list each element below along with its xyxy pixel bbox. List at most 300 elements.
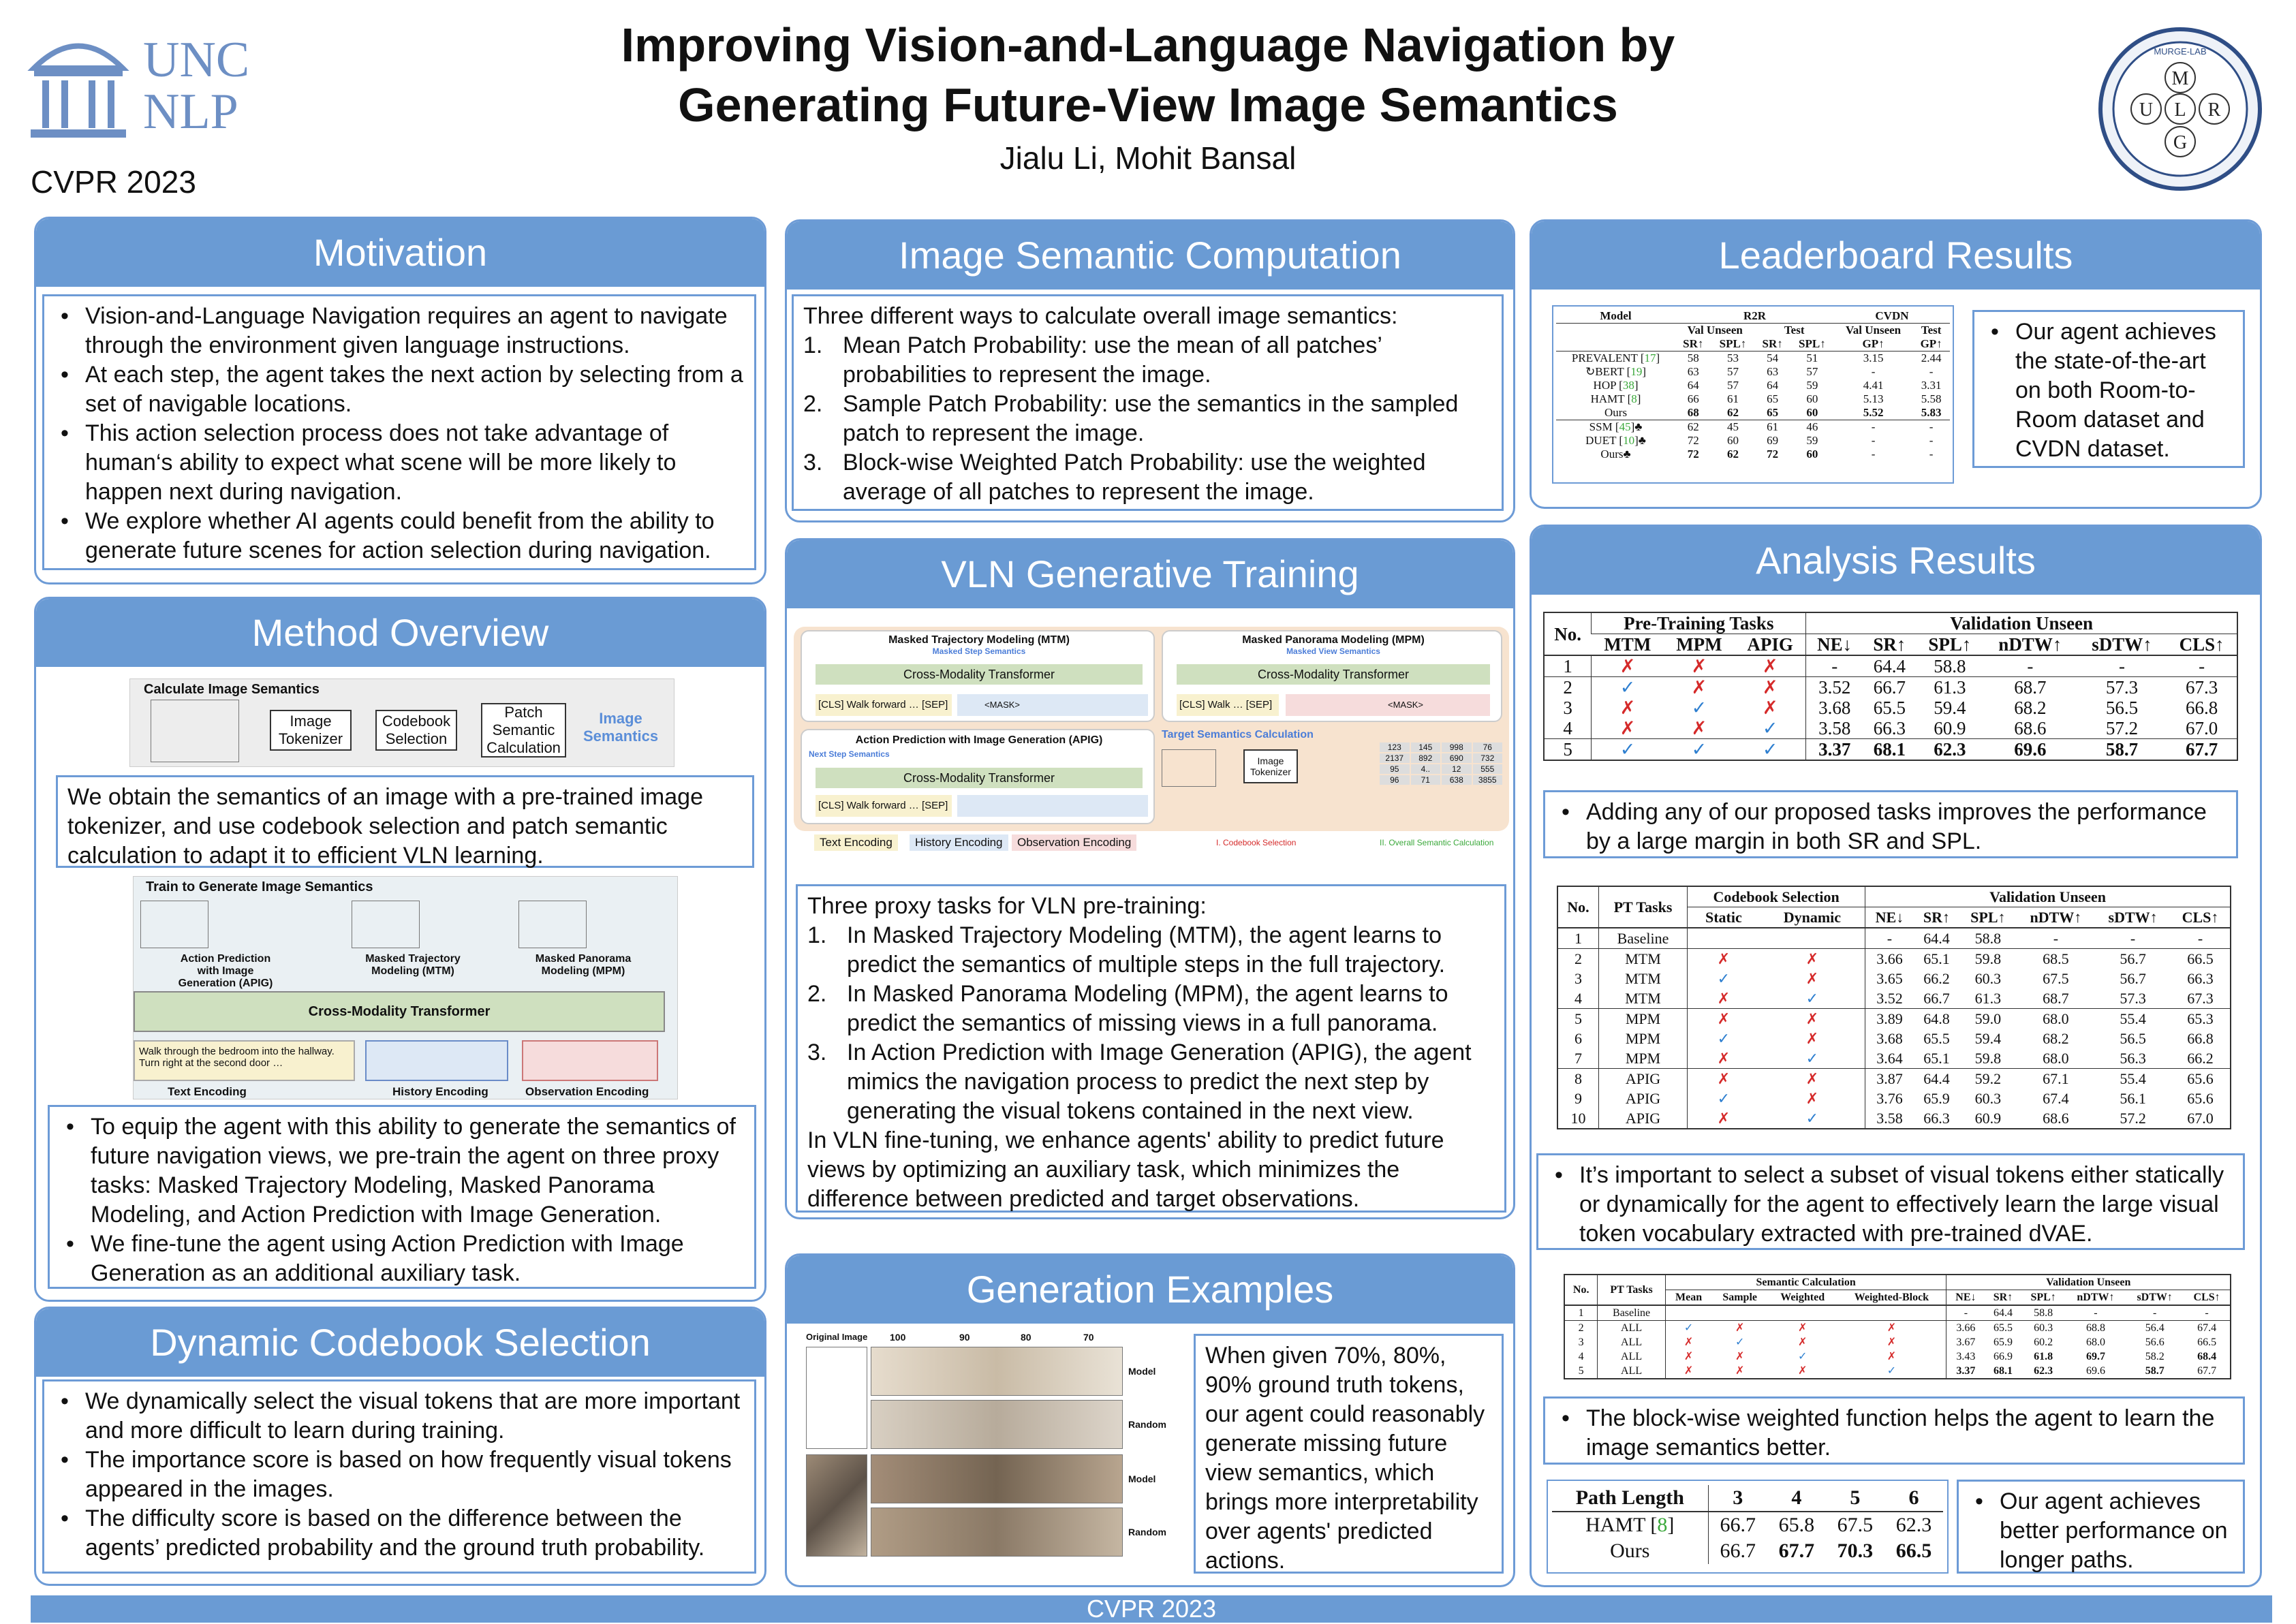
table-cell: 61 xyxy=(1726,392,1739,405)
section-title: Dynamic Codebook Selection xyxy=(36,1309,764,1377)
table-cell: 55.4 xyxy=(2120,1010,2146,1027)
table-cell: 10 xyxy=(1557,1108,1598,1129)
table-cell: 67.4 xyxy=(2043,1090,2069,1107)
table-cell: Dynamic xyxy=(1760,907,1865,928)
table-cell: 1 xyxy=(1557,928,1598,949)
table-cell: sDTW↑ xyxy=(2108,909,2158,926)
table-cell: 67.4 xyxy=(2197,1322,2217,1334)
table-cell: 64.4 xyxy=(1923,1070,1950,1087)
table-row xyxy=(1556,420,1950,435)
table-cell: 67.3 xyxy=(2186,677,2218,698)
table-cell: 2 xyxy=(1563,677,1572,698)
table-row xyxy=(1557,949,2231,969)
table-row xyxy=(1557,928,2231,949)
table-cell: 5 xyxy=(1564,1364,1598,1379)
table-cell: 58.8 xyxy=(1974,930,2002,947)
bullet: • To equip the agent with this ability to generate the semantics of future navigation views, we pre-train the agent on three proxy tasks: Masked Trajectory Modeling, Masked Panorama Modeling, and Action Prediction with Image Generation. xyxy=(59,1112,745,1230)
table-cell: 60 xyxy=(1806,392,1818,405)
table-cell: Mean xyxy=(1675,1292,1703,1303)
table-cell: 3.68 xyxy=(1806,698,1863,718)
table-cell: - xyxy=(1871,365,1876,378)
table-cell: 3.67 xyxy=(1956,1337,1976,1348)
table-cell: ✓ xyxy=(1684,1322,1694,1334)
table-cell: 3 xyxy=(1557,969,1598,988)
table-cell: 72 xyxy=(1767,448,1779,460)
table-cell: 55.4 xyxy=(2120,1070,2146,1087)
table-cell: 5.83 xyxy=(1921,406,1942,419)
table-cell: 62.3 xyxy=(1934,739,1966,760)
table-cell: 65 xyxy=(1767,392,1779,405)
analysis-table-3 xyxy=(1564,1274,2231,1386)
table-cell: 3.58 xyxy=(1806,718,1863,739)
table-cell: 56.4 xyxy=(2145,1322,2165,1334)
table-cell: 1 xyxy=(1564,1305,1598,1321)
table-cell: ✗ xyxy=(1762,677,1778,698)
table-cell: APIG xyxy=(1598,1069,1687,1089)
table-cell: ✗ xyxy=(1760,1029,1865,1048)
table-cell: - xyxy=(1964,1307,1968,1319)
table-cell: ALL xyxy=(1598,1335,1665,1349)
table-cell: ✓ xyxy=(1691,698,1707,718)
table-cell: ✗ xyxy=(1837,1349,1946,1364)
table-cell: 65.6 xyxy=(2187,1070,2214,1087)
table-cell: 5.52 xyxy=(1863,406,1884,419)
table-cell: 66.2 xyxy=(1923,970,1950,987)
table-cell: 58.7 xyxy=(2145,1365,2165,1377)
table-cell: - xyxy=(2197,930,2203,947)
table-cell: 57.3 xyxy=(2120,990,2146,1007)
table-cell: - xyxy=(1887,930,1893,947)
table-cell: 68.0 xyxy=(2085,1337,2105,1348)
table-cell: ✗ xyxy=(1735,1351,1745,1362)
model-name: HOP [38] xyxy=(1593,379,1639,392)
table-cell: PT Tasks xyxy=(1598,886,1687,928)
table-cell: 64.4 xyxy=(1923,930,1950,947)
table-cell: 60.9 xyxy=(1974,1110,2002,1127)
table-row xyxy=(1564,1305,2231,1321)
table-row xyxy=(1557,969,2231,988)
table-cell: 5 xyxy=(1850,1486,1861,1509)
table-cell: 3.43 xyxy=(1956,1351,1976,1362)
leaderboard-note: • Our agent achieves the state-of-the-art on both Room-to-Room dataset and CVDN dataset. xyxy=(1972,310,2245,468)
svg-text:MURGE-LAB: MURGE-LAB xyxy=(2154,46,2207,57)
authors: Jialu Li, Mohit Bansal xyxy=(999,140,1297,176)
bullet: • We fine-tune the agent using Action Prediction with Image Generation as an additional auxiliary task. xyxy=(59,1230,745,1288)
table-cell: - xyxy=(2130,930,2136,947)
table-cell: sDTW↑ xyxy=(2137,1292,2173,1303)
bullet: • The importance score is based on how frequently visual tokens appeared in the images. xyxy=(54,1446,745,1504)
table-cell: SPL↑ xyxy=(1970,909,2006,926)
table-cell: Sample xyxy=(1722,1292,1757,1303)
table-cell: 3.64 xyxy=(1876,1050,1903,1067)
table-cell: No. xyxy=(1557,886,1598,928)
table-cell: 3.58 xyxy=(1876,1110,1903,1127)
table-cell: 58 xyxy=(1687,352,1699,364)
list-item: 1. In Masked Trajectory Modeling (MTM), the agent learns to predict the semantics of multiple steps in the full trajectory. xyxy=(807,922,1446,978)
table-cell: 4 xyxy=(1557,988,1598,1009)
table-row xyxy=(1564,1349,2231,1364)
table-cell: 4.41 xyxy=(1863,379,1884,392)
table-cell: ✗ xyxy=(1760,949,1865,969)
murge-lab-seal xyxy=(2098,27,2262,191)
table-cell: ✗ xyxy=(1837,1335,1946,1349)
table-cell: ✗ xyxy=(1837,1321,1946,1336)
table-row xyxy=(1556,365,1950,379)
table-cell: 72 xyxy=(1687,448,1699,460)
table-cell: 68.4 xyxy=(2197,1351,2217,1362)
table-row xyxy=(1556,352,1950,366)
table-cell: 59 xyxy=(1806,434,1818,447)
table-cell: 66.7 xyxy=(1923,990,1950,1007)
table-cell: ALL xyxy=(1598,1349,1665,1364)
table-cell: APIG xyxy=(1598,1089,1687,1108)
table-cell: ✗ xyxy=(1592,698,1664,718)
table-cell: ✗ xyxy=(1592,655,1664,677)
table-cell: 64.4 xyxy=(1993,1307,2013,1319)
list-item: 2. Sample Patch Probability: use the semantics in the sampled patch to represent the image. xyxy=(803,391,1459,446)
model-name: Ours xyxy=(1552,1538,1708,1564)
table-cell: 67.5 xyxy=(2043,970,2069,987)
table-cell: 66.2 xyxy=(2187,1050,2214,1067)
table-cell: ✓ xyxy=(1717,1090,1731,1107)
table-cell: 3.15 xyxy=(1863,352,1884,364)
table-cell: 58.8 xyxy=(2034,1307,2053,1319)
table-cell: 3.66 xyxy=(1956,1322,1976,1334)
table-cell: ✗ xyxy=(1735,1322,1745,1334)
generation-figure: Original Image 100 90 80 70 Model Random Model Random xyxy=(803,1332,1184,1567)
table-cell: Validation Unseen xyxy=(1865,886,2231,907)
table-cell: Baseline xyxy=(1598,928,1687,949)
table-row xyxy=(1544,677,2237,698)
table-cell: 61 xyxy=(1767,420,1779,433)
table-row xyxy=(1556,448,1950,461)
svg-text:U: U xyxy=(2139,99,2154,121)
table-cell: 67.1 xyxy=(2043,1070,2069,1087)
table-cell: nDTW↑ xyxy=(2030,909,2082,926)
table-cell: 58.7 xyxy=(2105,739,2139,760)
table-cell: 66.8 xyxy=(2186,698,2218,718)
svg-text:M: M xyxy=(2171,68,2189,89)
table-cell: 69.7 xyxy=(2085,1351,2105,1362)
table-cell: - xyxy=(1929,434,1934,447)
table-cell: 57.2 xyxy=(2120,1110,2146,1127)
table-cell: 60 xyxy=(1806,406,1818,419)
table-cell: 60.9 xyxy=(1934,718,1966,738)
table-cell: ✗ xyxy=(1717,950,1731,967)
train-figure: Train to Generate Image Semantics Action Prediction with Image Generation (APIG) Masked Trajectory Modeling (MTM) Masked Panorama Modeling (MPM) Cross-Modality Transformer Walk through the bedroom into the hallway. Turn right at the second door … Text Encoding History Encoding Observation Encoding xyxy=(133,876,678,1099)
table-cell: 2.44 xyxy=(1921,352,1942,364)
analysis-note-4: • Our agent achieves better performance on longer paths. xyxy=(1957,1480,2245,1574)
table-cell: 56.6 xyxy=(2145,1337,2165,1348)
footer: CVPR 2023 xyxy=(31,1595,2272,1623)
table-cell: - xyxy=(1929,365,1934,378)
table-cell: 3.89 xyxy=(1876,1010,1903,1027)
table-cell: ✓ xyxy=(1762,718,1778,738)
table-cell: Path Length xyxy=(1552,1485,1708,1512)
table-cell: ALL xyxy=(1598,1364,1665,1379)
list-item: 3. In Action Prediction with Image Generation (APIG), the agent mimics the navigation process to predict the next step by generating the visual tokens contained in the next view. xyxy=(807,1040,1472,1124)
table-cell: ✓ xyxy=(1762,739,1778,760)
table-cell: 62 xyxy=(1687,420,1699,433)
table-cell: 60.3 xyxy=(2034,1322,2053,1334)
logo-line2: NLP xyxy=(143,84,238,140)
table-cell: ✓ xyxy=(1717,970,1731,987)
section-title: Leaderboard Results xyxy=(1532,221,2260,290)
table-cell: 2 xyxy=(1564,1321,1598,1336)
table-cell: 58.2 xyxy=(2145,1351,2165,1362)
table-cell: 3.76 xyxy=(1876,1090,1903,1107)
table-cell: 60 xyxy=(1726,434,1739,447)
table-cell: 59.8 xyxy=(1974,1050,2002,1067)
table-row xyxy=(1556,392,1950,406)
table-cell: 68.6 xyxy=(2043,1110,2069,1127)
table-cell: 65.8 xyxy=(1778,1514,1815,1536)
list-item: 1. Mean Patch Probability: use the mean of all patches’ probabilities to represent the image. xyxy=(803,332,1382,388)
table-cell: - xyxy=(1871,434,1876,447)
method-text-1: We obtain the semantics of an image with a pre-trained image tokenizer, and use codebook selection and patch semantic calculation to adapt it to efficient VLN learning. xyxy=(56,775,754,868)
table-cell: 62 xyxy=(1726,448,1739,460)
table-cell: ✗ xyxy=(1760,969,1865,988)
table-cell: 5 xyxy=(1557,1009,1598,1029)
table-cell: 59.4 xyxy=(1934,698,1966,718)
table-cell: CLS↑ xyxy=(2182,909,2219,926)
table-cell: nDTW↑ xyxy=(1998,634,2062,655)
table-cell: 66.7 xyxy=(1873,677,1906,698)
table-cell: 2 xyxy=(1557,949,1598,969)
table-cell: ✗ xyxy=(1684,1337,1694,1348)
table-cell: 62.3 xyxy=(2034,1365,2053,1377)
table-row xyxy=(1557,1069,2231,1089)
table-cell: 68.1 xyxy=(1873,739,1906,760)
section-title: Motivation xyxy=(36,219,764,287)
list-item: 3. Block-wise Weighted Patch Probability: use the weighted average of all patches to represent the image. xyxy=(803,450,1426,505)
generative-text: Three proxy tasks for VLN pre-training: 1. In Masked Trajectory Modeling (MTM), the agent learns to predict the semantics of multiple steps in the full trajectory. 2. In Masked Panorama Modeling (MPM), the agent learns to predict the semantics of missing views in a full panorama. 3. In Action Prediction with Image Generation (APIG), the agent mimics the navigation process to predict the next step by generating the visual tokens contained in the next view. In VLN fine-tuning, we enhance agents' ability to predict future views by optimizing an auxiliary task, which minimizes the difference between predicted and target observations. xyxy=(796,884,1506,1213)
table-cell: ✗ xyxy=(1691,677,1707,698)
analysis-table-2 xyxy=(1557,886,2231,1141)
table-cell: 58.8 xyxy=(1934,656,1966,676)
table-cell: ✓ xyxy=(1760,1048,1865,1069)
table-cell: 66.3 xyxy=(1873,718,1906,738)
room-image xyxy=(151,700,239,762)
table-cell: 64.8 xyxy=(1923,1010,1950,1027)
table-cell: 56.1 xyxy=(2120,1090,2146,1107)
generation-text: When given 70%, 80%, 90% ground truth tokens, our agent could reasonably generate missing future view semantics, which brings more interpretability over agents' predicted actions. xyxy=(1194,1334,1504,1574)
model-name: DUET [10]♣ xyxy=(1585,434,1646,447)
table-cell: 67.7 xyxy=(2186,739,2218,760)
leaderboard-table: Model R2R CVDN Val Unseen Test Val Unseen Test SR↑ SPL↑ SR↑ SPL↑ GP↑ GP↑ PREVALENT [17] 58 53 54 51 3.15 2.44 ↻BERT [19] 63 57 63 57 - - HOP [38] 64 57 64 59 4.41 3.31 HAMT [8] 66 61 65 60 5.13 5.58 Ours 68 62 65 60 5.52 5.83 SSM [45]♣ 62 45 61 46 - - DUET [10]♣ 72 60 69 59 - - Ours♣ 72 62 72 60 - - xyxy=(1552,305,1954,484)
table-cell: ✓ xyxy=(1797,1351,1808,1362)
table-cell: 67.7 xyxy=(1778,1540,1815,1562)
table-cell: ✗ xyxy=(1760,1009,1865,1029)
table-cell: 66.5 xyxy=(1895,1540,1932,1562)
table-cell: ✓ xyxy=(1735,1337,1745,1348)
table-cell: ✗ xyxy=(1760,1089,1865,1108)
analysis-table-1 xyxy=(1543,612,2238,779)
table-row xyxy=(1557,1029,2231,1048)
table-cell: 3.37 xyxy=(1806,739,1863,761)
section-title: VLN Generative Training xyxy=(787,540,1513,608)
table-cell xyxy=(1711,1305,1768,1321)
table-cell: 6 xyxy=(1557,1029,1598,1048)
table-cell: ✓ xyxy=(1760,988,1865,1009)
analysis-note-2: • It’s important to select a subset of visual tokens either statically or dynamically for the agent to effectively learn the large visual token vocabulary extracted with pre-trained dVAE. xyxy=(1536,1153,2245,1250)
table-cell: Weighted xyxy=(1780,1292,1825,1303)
table-cell: 68.7 xyxy=(2014,677,2047,698)
section-title: Image Semantic Computation xyxy=(787,221,1513,290)
table-cell: 56.7 xyxy=(2120,970,2146,987)
table-cell: 56.5 xyxy=(2105,698,2139,718)
bullet: • We dynamically select the visual tokens that are more important and more difficult to learn during training. xyxy=(54,1387,745,1446)
table-cell: NE↓ xyxy=(1955,1292,1976,1303)
table-cell: No. xyxy=(1564,1275,1598,1305)
table-cell: 63 xyxy=(1687,365,1699,378)
table-cell: ✗ xyxy=(1797,1365,1808,1377)
table-cell: ✗ xyxy=(1717,1070,1731,1087)
table-cell: 68.0 xyxy=(2043,1010,2069,1027)
table-cell: 68.1 xyxy=(1993,1365,2013,1377)
table-cell: 67.3 xyxy=(2187,990,2214,1007)
table-cell: 45 xyxy=(1726,420,1739,433)
table-cell: - xyxy=(2053,930,2059,947)
table-cell: ✓ xyxy=(1717,1030,1731,1047)
table-row xyxy=(1556,379,1950,392)
table-cell: 65.6 xyxy=(2187,1090,2214,1107)
table-cell: 59.8 xyxy=(1974,950,2002,967)
table-cell: 60 xyxy=(1806,448,1818,460)
table-cell: 57 xyxy=(1806,365,1818,378)
table-cell: 68.6 xyxy=(2014,718,2047,738)
table-cell: 56.5 xyxy=(2120,1030,2146,1047)
model-name: ↻BERT [19] xyxy=(1585,365,1647,378)
table-cell: ALL xyxy=(1598,1321,1665,1336)
table-cell: 7 xyxy=(1557,1048,1598,1069)
table-cell: ✓ xyxy=(1691,739,1707,760)
table-cell: 64 xyxy=(1687,379,1699,392)
table-cell: 65.1 xyxy=(1923,950,1950,967)
table-cell: sDTW↑ xyxy=(2092,634,2152,655)
table-cell: APIG xyxy=(1747,634,1793,655)
model-name: HAMT [8] xyxy=(1552,1512,1708,1538)
table-cell: ✗ xyxy=(1762,698,1778,718)
table-cell: 68.8 xyxy=(2085,1322,2105,1334)
model-name: SSM [45]♣ xyxy=(1589,420,1643,433)
table-cell: 59 xyxy=(1806,379,1818,392)
table-cell: - xyxy=(2153,1307,2157,1319)
table-cell: 59.0 xyxy=(1974,1010,2002,1027)
table-cell: 5 xyxy=(1563,739,1572,760)
table-cell: - xyxy=(2199,656,2205,676)
table-cell: 63 xyxy=(1767,365,1779,378)
table-cell: 64 xyxy=(1767,379,1779,392)
table-cell: SPL↑ xyxy=(1928,634,1972,655)
table-cell: 68.5 xyxy=(2043,950,2069,967)
table-cell: 57 xyxy=(1726,379,1739,392)
table-row xyxy=(1544,739,2237,761)
table-cell: - xyxy=(1929,420,1934,433)
table-cell: 8 xyxy=(1557,1069,1598,1089)
table-cell: 68.2 xyxy=(2043,1030,2069,1047)
table-cell: 56.7 xyxy=(2120,950,2146,967)
table-row xyxy=(1556,406,1950,420)
table-cell: 3.87 xyxy=(1876,1070,1903,1087)
table-cell: ✗ xyxy=(1691,656,1707,676)
table-cell: 5.58 xyxy=(1921,392,1942,405)
semantic-text: Three different ways to calculate overall image semantics: 1. Mean Patch Probability: use the mean of all patches’ probabilities to represent the image. 2. Sample Patch Probability: use the semantics in the sampled patch to represent the image. 3. Block-wise Weighted Patch Probability: use the weighted average of all patches to represent the image. xyxy=(792,294,1504,511)
table-cell: 57.3 xyxy=(2105,677,2139,698)
table-cell: 61.3 xyxy=(1974,990,2002,1007)
table-cell: MTM xyxy=(1598,988,1687,1009)
logo-line1: UNC xyxy=(143,32,250,88)
table-cell: 66.5 xyxy=(2187,950,2214,967)
table-cell: 59.4 xyxy=(1974,1030,2002,1047)
table-cell: ✗ xyxy=(1762,656,1778,676)
table-cell: Weighted-Block xyxy=(1837,1290,1946,1306)
model-name: Ours xyxy=(1604,406,1628,419)
analysis-note-1: • Adding any of our proposed tasks improves the performance by a large margin in both SR and SPL. xyxy=(1543,790,2238,858)
table-cell: - xyxy=(2027,656,2034,676)
table-cell: Pre-Training Tasks xyxy=(1592,612,1806,634)
table-cell: 65.1 xyxy=(1923,1050,1950,1067)
table-cell: 67.0 xyxy=(2186,718,2218,738)
table-cell: ✓ xyxy=(1592,739,1664,761)
table-cell: 68.2 xyxy=(2014,698,2047,718)
table-cell: 66.9 xyxy=(1993,1351,2013,1362)
table-cell: 3.31 xyxy=(1921,379,1942,392)
svg-text:L: L xyxy=(2174,99,2186,121)
analysis-note-3: • The block-wise weighted function helps the agent to learn the image semantics better. xyxy=(1543,1396,2245,1465)
table-cell: 66.3 xyxy=(2187,970,2214,987)
table-row xyxy=(1557,1108,2231,1129)
table-cell: SR↑ xyxy=(1873,634,1906,655)
calc-semantics-figure: Calculate Image Semantics Image Tokenizer Codebook Selection Patch Semantic Calculation Image Semantics xyxy=(129,678,674,767)
analysis-table-4 xyxy=(1547,1480,1949,1574)
table-cell: 3.37 xyxy=(1956,1365,1976,1377)
table-cell: 1 xyxy=(1563,656,1572,676)
table-cell: 67.0 xyxy=(2187,1110,2214,1127)
table-cell xyxy=(1837,1305,1946,1321)
table-cell: 56.3 xyxy=(2120,1050,2146,1067)
table-cell: - xyxy=(2118,656,2125,676)
table-cell: 3 xyxy=(1564,1335,1598,1349)
table-cell: 65.9 xyxy=(1923,1090,1950,1107)
table-row xyxy=(1557,1048,2231,1069)
poster-title: Improving Vision-and-Language Navigation by Generating Future-View Image Semantics xyxy=(621,18,1675,131)
table-cell: 65.9 xyxy=(1993,1337,2013,1348)
table-row xyxy=(1544,718,2237,739)
table-cell: 3 xyxy=(1733,1486,1743,1509)
table-cell: 57.2 xyxy=(2105,718,2139,738)
svg-text:R: R xyxy=(2207,99,2221,121)
table-cell: 66.7 xyxy=(1720,1514,1756,1536)
table-cell: ✗ xyxy=(1592,718,1664,739)
table-cell: 62.3 xyxy=(1895,1514,1932,1536)
bullet: • We explore whether AI agents could benefit from the ability to generate future scenes for action selection during navigation. xyxy=(54,507,745,565)
table-cell: 53 xyxy=(1726,352,1739,364)
table-cell: - xyxy=(1929,448,1934,460)
table-cell: SR↑ xyxy=(1993,1292,2013,1303)
table-cell: ✗ xyxy=(1717,1010,1731,1027)
table-cell: 3.65 xyxy=(1876,970,1903,987)
table-cell: 67.7 xyxy=(2197,1365,2217,1377)
table-cell: 46 xyxy=(1806,420,1818,433)
table-cell: Codebook Selection xyxy=(1688,886,1865,907)
table-cell: 66.5 xyxy=(2197,1337,2217,1348)
table-cell: 57 xyxy=(1726,365,1739,378)
table-cell: nDTW↑ xyxy=(2077,1292,2115,1303)
table-cell: 4 xyxy=(1791,1486,1802,1509)
bullet: • The difficulty score is based on the difference between the agents’ predicted probability and the ground truth probability. xyxy=(54,1504,745,1563)
table-cell: MTM xyxy=(1598,949,1687,969)
